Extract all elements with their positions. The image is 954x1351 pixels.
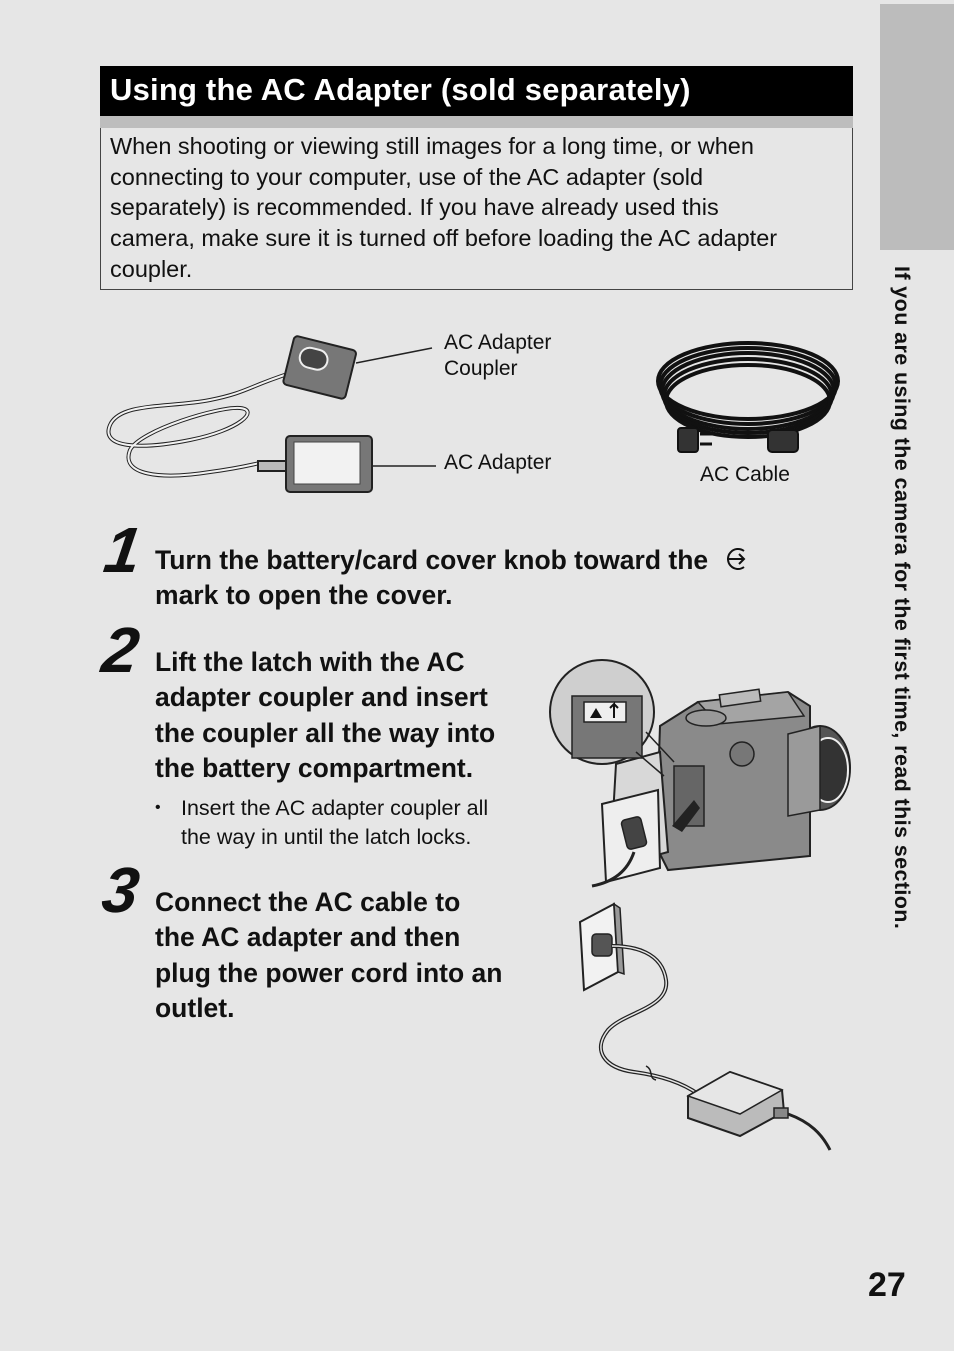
page-number: 27: [868, 1266, 906, 1304]
step-2-line: adapter coupler and insert: [155, 682, 488, 713]
outlet-connection-illustration: [574, 900, 836, 1152]
step-2-line: the coupler all the way into: [155, 717, 496, 748]
label-cable: AC Cable: [700, 463, 790, 486]
intro-line: camera, make sure it is turned off before loading the AC adapter: [110, 225, 778, 252]
label-coupler: [444, 330, 551, 382]
intro-line: When shooting or viewing still images for a long time, or when: [110, 133, 754, 159]
camera-coupler-illustration: [548, 656, 852, 892]
title-underline: [100, 116, 853, 128]
section-title: Using the AC Adapter (sold separately): [100, 66, 853, 116]
step-1-line: [155, 543, 748, 578]
intro-line: coupler.: [110, 255, 193, 282]
coupler-block: [283, 335, 357, 399]
intro-line: separately) is recommended. If you have already used this: [110, 194, 719, 221]
label-coupler-line2: Coupler: [444, 357, 518, 380]
step-2-bullet: [181, 794, 488, 852]
step-2-text: [155, 645, 495, 786]
ac-cable-illustration: [652, 336, 846, 466]
step-2-bullet-line: the way in until the latch locks.: [181, 825, 472, 849]
side-tab-text: If you are using the camera for the first time, read this section.: [890, 266, 914, 930]
intro-line: connecting to your computer, use of the AC adapter (sold: [110, 163, 704, 190]
label-adapter: AC Adapter: [444, 451, 552, 474]
step-2-bullet-dot: •: [155, 799, 161, 816]
step-2-number: 2: [97, 614, 144, 686]
step-3-line: Connect the AC cable to: [155, 887, 461, 917]
side-tab: [880, 4, 954, 250]
step-2-bullet-line: Insert the AC adapter coupler all: [181, 796, 489, 820]
step-3-number: 3: [97, 854, 144, 926]
step-3-line: outlet.: [155, 992, 235, 1023]
intro-box: [100, 128, 853, 290]
step-3-text: [155, 885, 502, 1026]
open-mark-icon: [724, 546, 748, 572]
step-1-number: 1: [99, 514, 146, 586]
step-1-line-text: Turn the battery/card cover knob toward the: [155, 545, 709, 575]
step-2-line: the battery compartment.: [155, 752, 474, 783]
step-2-line: Lift the latch with the AC: [155, 647, 465, 677]
connector-icon: [768, 430, 798, 452]
label-coupler-line1: AC Adapter: [444, 331, 552, 354]
step-1-line: mark to open the cover.: [155, 580, 453, 611]
step-1-text: [155, 543, 748, 614]
step-3-line: the AC adapter and then: [155, 922, 461, 953]
step-3-line: plug the power cord into an: [155, 957, 503, 988]
